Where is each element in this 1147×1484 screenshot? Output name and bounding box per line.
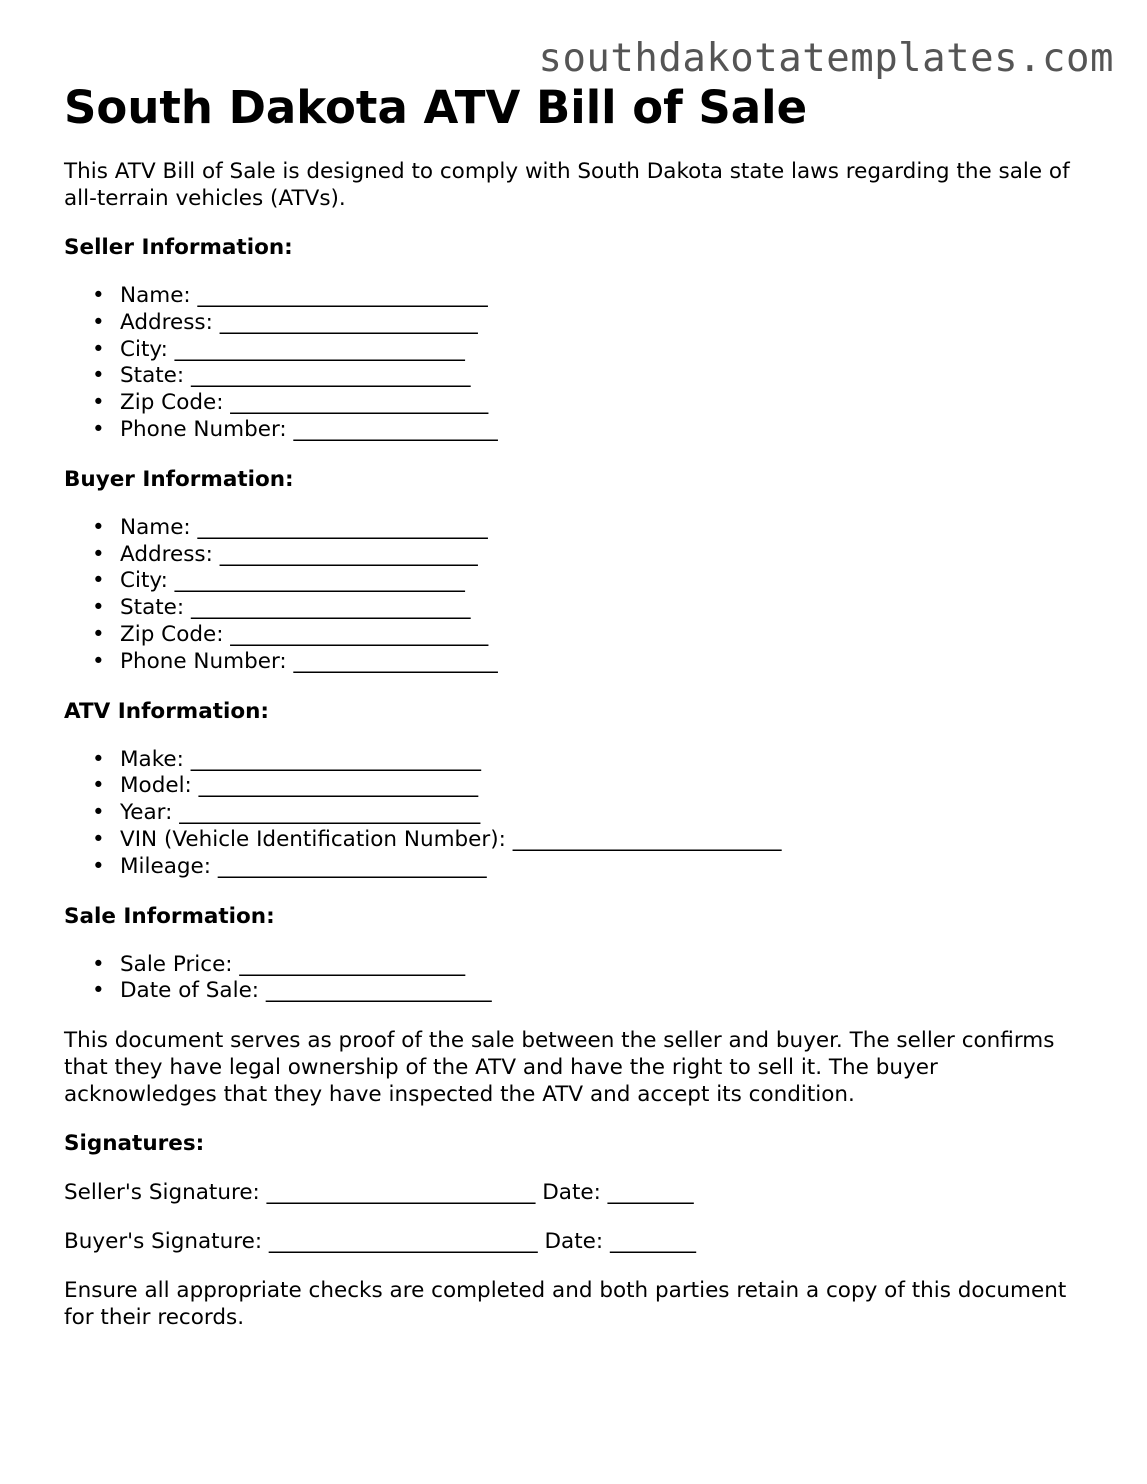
buyer-name-field: • Name: ___________________________ bbox=[64, 515, 1094, 542]
site-watermark: southdakotatemplates.com bbox=[538, 36, 1114, 81]
sale-price-field: • Sale Price: _____________________ bbox=[64, 952, 1094, 979]
atv-mileage-field: • Mileage: _________________________ bbox=[64, 854, 1094, 881]
closing-paragraph: Ensure all appropriate checks are completed and both parties retain a copy of this document for their records. bbox=[64, 1278, 1067, 1331]
buyer-phone-field: • Phone Number: ___________________ bbox=[64, 649, 1094, 676]
seller-fields-list bbox=[64, 283, 1094, 444]
sale-date-field: • Date of Sale: _____________________ bbox=[64, 978, 1094, 1005]
seller-section-heading: Seller Information: bbox=[64, 235, 293, 260]
sale-fields-list bbox=[64, 952, 1094, 1006]
buyer-section-heading: Buyer Information: bbox=[64, 466, 294, 492]
buyer-zip-field: • Zip Code: ________________________ bbox=[64, 622, 1094, 649]
intro-paragraph: This ATV Bill of Sale is designed to comply with South Dakota state laws regarding the sale of all-terrain vehicles (ATVs). bbox=[64, 159, 1070, 211]
seller-phone-field: • Phone Number: ___________________ bbox=[64, 417, 1094, 444]
proof-paragraph: This document serves as proof of the sale between the seller and buyer. The seller confirms that they have legal ownership of the ATV and have the right to sell it. The buyer acknowledges that they have inspected the ATV and accept its condition. bbox=[64, 1028, 1055, 1108]
buyer-state-field: • State: __________________________ bbox=[64, 595, 1094, 622]
buyer-signature-line: Buyer's Signature: _________________________ Date: ________ bbox=[64, 1229, 696, 1255]
atv-fields-list bbox=[64, 747, 1094, 881]
atv-year-field: • Year: ____________________________ bbox=[64, 800, 1094, 827]
atv-model-field: • Model: __________________________ bbox=[64, 773, 1094, 800]
buyer-city-field: • City: ___________________________ bbox=[64, 568, 1094, 595]
sale-section-heading: Sale Information: bbox=[64, 903, 275, 929]
atv-section-heading: ATV Information: bbox=[64, 698, 270, 724]
document-body bbox=[64, 78, 1094, 1331]
page-title: South Dakota ATV Bill of Sale bbox=[64, 81, 808, 134]
seller-state-field: • State: __________________________ bbox=[64, 363, 1094, 390]
seller-zip-field: • Zip Code: ________________________ bbox=[64, 390, 1094, 417]
atv-make-field: • Make: ___________________________ bbox=[64, 747, 1094, 774]
seller-signature-line: Seller's Signature: _________________________ Date: ________ bbox=[64, 1180, 694, 1206]
seller-city-field: • City: ___________________________ bbox=[64, 337, 1094, 364]
signatures-section-heading: Signatures: bbox=[64, 1131, 205, 1157]
atv-vin-field: • VIN (Vehicle Identification Number): _________________________ bbox=[64, 827, 1094, 854]
seller-address-field: • Address: ________________________ bbox=[64, 310, 1094, 337]
buyer-fields-list bbox=[64, 515, 1094, 676]
buyer-address-field: • Address: ________________________ bbox=[64, 542, 1094, 569]
seller-name-field: • Name: ___________________________ bbox=[64, 283, 1094, 310]
